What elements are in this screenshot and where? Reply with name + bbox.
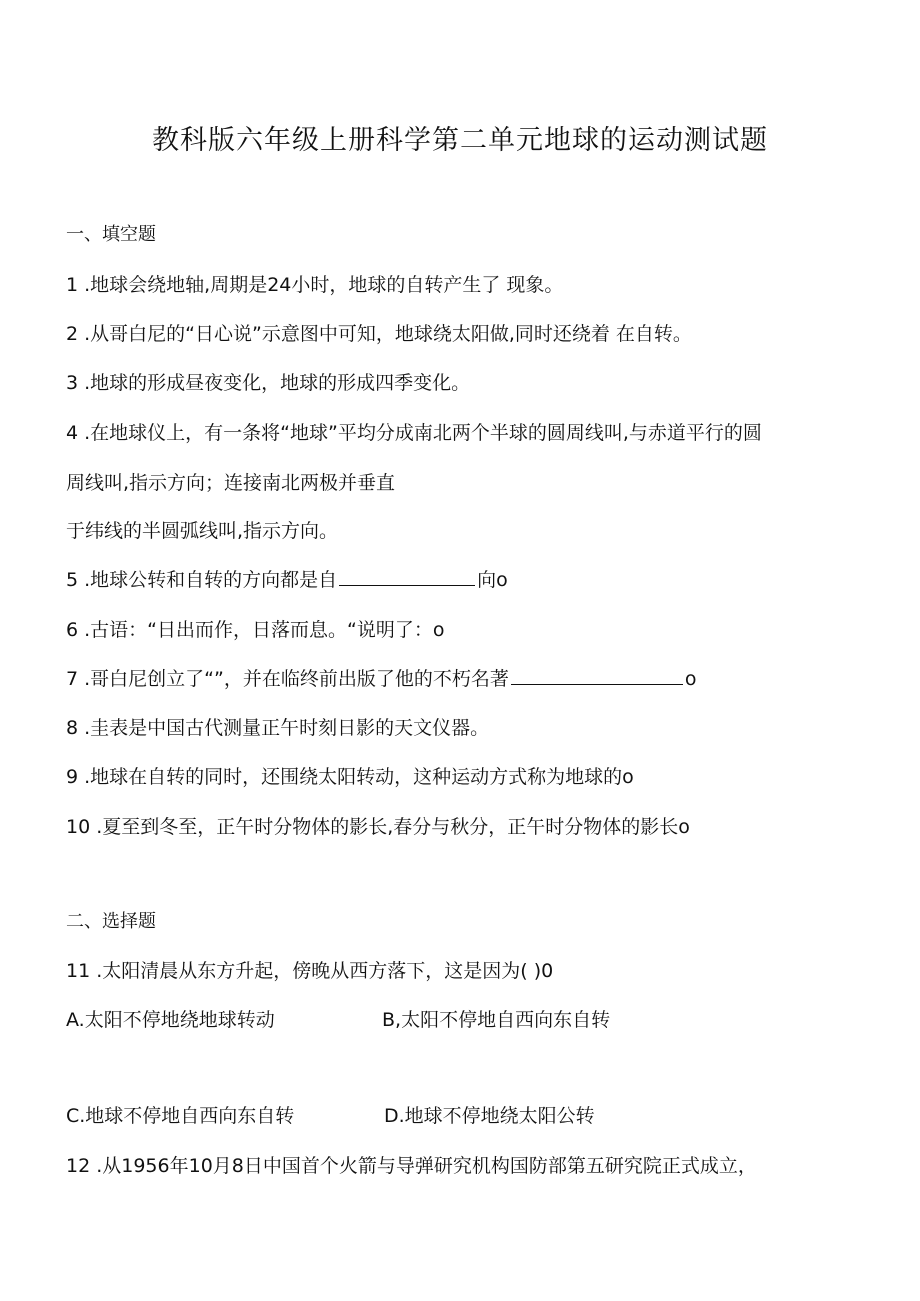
- question-11: 11 .太阳清晨从东方升起，傍晚从西方落下，这是因为( )0: [66, 960, 554, 982]
- page-title: 教科版六年级上册科学第二单元地球的运动测试题: [152, 125, 768, 156]
- question-2: 2 .从哥白尼的“日心说”示意图中可知，地球绕太阳做,同时还绕着 在自转。: [66, 323, 692, 345]
- option-c[interactable]: C.地球不停地自西向东自转: [66, 1105, 295, 1127]
- question-5-text: 5 .地球公转和自转的方向都是自: [66, 569, 338, 591]
- question-3: 3 .地球的形成昼夜变化，地球的形成四季变化。: [66, 372, 471, 394]
- question-1: 1 .地球会绕地轴,周期是24小时，地球的自转产生了 现象。: [66, 274, 564, 296]
- question-7-text: 7 .哥白尼创立了“”，并在临终前出版了他的不朽名著: [66, 668, 509, 690]
- question-4-line-1: 4 .在地球仪上，有一条将“地球”平均分成南北两个半球的圆周线叫,与赤道平行的圆: [66, 422, 762, 444]
- question-5: [66, 567, 508, 593]
- question-9: 9 .地球在自转的同时，还围绕太阳转动，这种运动方式称为地球的o: [66, 766, 634, 788]
- question-10: 10 .夏至到冬至，正午时分物体的影长,春分与秋分，正午时分物体的影长o: [66, 816, 690, 838]
- question-12: 12 .从1956年10月8日中国首个火箭与导弹研究机构国防部第五研究院正式成立，: [66, 1155, 757, 1177]
- question-4-line-2: 周线叫,指示方向；连接南北两极并垂直: [66, 472, 396, 494]
- question-7: [66, 666, 696, 692]
- answer-blank[interactable]: [339, 567, 475, 586]
- section-heading-fill-in: 一、填空题: [66, 224, 156, 245]
- question-5-suffix: 向o: [477, 569, 508, 591]
- answer-blank[interactable]: [511, 666, 683, 685]
- question-6: 6 .古语：“日出而作，日落而息。“说明了：o: [66, 619, 445, 641]
- question-8: 8 .圭表是中国古代测量正午时刻日影的天文仪器。: [66, 717, 490, 739]
- question-7-suffix: o: [684, 668, 697, 690]
- option-b[interactable]: B,太阳不停地自西向东自转: [382, 1009, 611, 1031]
- option-d[interactable]: D.地球不停地绕太阳公转: [384, 1105, 595, 1127]
- option-a[interactable]: A.太阳不停地绕地球转动: [66, 1009, 275, 1031]
- question-4-line-3: 于纬线的半圆弧线叫,指示方向。: [66, 520, 339, 542]
- section-heading-multiple-choice: 二、选择题: [66, 911, 156, 932]
